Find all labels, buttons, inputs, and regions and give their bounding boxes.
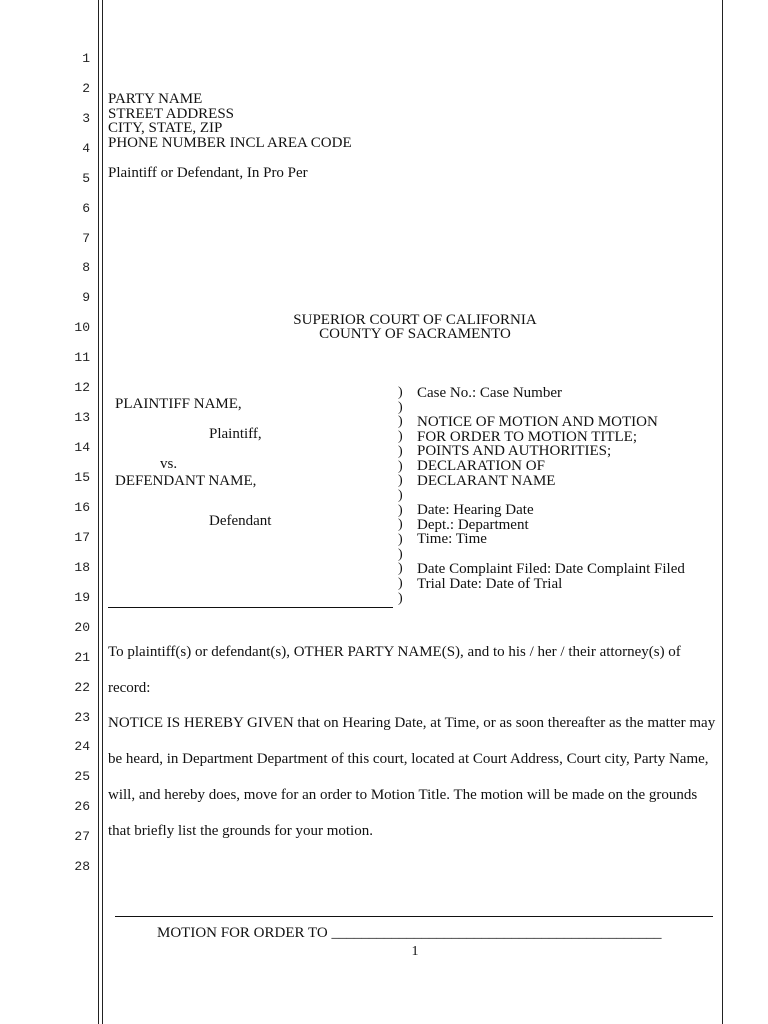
line-number: 14	[74, 440, 90, 455]
line-number: 7	[82, 231, 90, 246]
line-number: 21	[74, 650, 90, 665]
party-city: CITY, STATE, ZIP	[108, 120, 223, 136]
line-number: 23	[74, 710, 90, 725]
line-number: 6	[82, 201, 90, 216]
caption-paren: )	[398, 400, 403, 415]
caption-paren: )	[398, 591, 403, 606]
body-line: will, and hereby does, move for an order to Motion Title. The motion will be made on the grounds	[108, 787, 698, 803]
line-number: 19	[74, 590, 90, 605]
case-number: Case No.: Case Number	[417, 385, 562, 401]
caption-paren: )	[398, 576, 403, 591]
line-number: 8	[82, 260, 90, 275]
defendant-label: Defendant	[209, 513, 272, 529]
caption-paren: )	[398, 414, 403, 429]
body-line: record:	[108, 680, 151, 696]
hearing-time: Time: Time	[417, 531, 487, 547]
line-number: 22	[74, 680, 90, 695]
line-number: 20	[74, 620, 90, 635]
line-number: 3	[82, 111, 90, 126]
defendant-name: DEFENDANT NAME,	[115, 473, 257, 489]
caption-paren: )	[398, 444, 403, 459]
party-phone: PHONE NUMBER INCL AREA CODE	[108, 135, 352, 151]
line-number: 2	[82, 81, 90, 96]
line-number: 27	[74, 829, 90, 844]
line-number: 15	[74, 470, 90, 485]
body-line: NOTICE IS HEREBY GIVEN that on Hearing Date, at Time, or as soon thereafter as the matter may	[108, 715, 716, 731]
court-name: SUPERIOR COURT OF CALIFORNIA	[293, 312, 537, 328]
caption-paren: )	[398, 429, 403, 444]
line-number: 16	[74, 500, 90, 515]
caption-paren: )	[398, 459, 403, 474]
plaintiff-label: Plaintiff,	[209, 426, 262, 442]
party-street: STREET ADDRESS	[108, 106, 234, 122]
line-number: 10	[74, 320, 90, 335]
footer-title: MOTION FOR ORDER TO ____________________________________________	[157, 925, 662, 941]
line-number: 11	[74, 350, 90, 365]
line-number: 25	[74, 769, 90, 784]
caption-underline	[108, 607, 393, 608]
line-number: 5	[82, 171, 90, 186]
line-number: 9	[82, 290, 90, 305]
caption-paren: )	[398, 503, 403, 518]
document-title-line: FOR ORDER TO MOTION TITLE;	[417, 429, 638, 445]
caption-paren: )	[398, 473, 403, 488]
page-number: 1	[411, 944, 419, 959]
party-name: PARTY NAME	[108, 91, 203, 107]
document-title-line: DECLARATION OF	[417, 458, 545, 474]
line-number: 24	[74, 739, 90, 754]
line-number: 26	[74, 799, 90, 814]
versus-label: vs.	[160, 456, 178, 472]
line-number: 1	[82, 51, 90, 66]
plaintiff-name: PLAINTIFF NAME,	[115, 396, 242, 412]
court-county: COUNTY OF SACRAMENTO	[319, 326, 511, 342]
caption-paren: )	[398, 488, 403, 503]
left-margin-rule-outer	[98, 0, 99, 1024]
caption-paren: )	[398, 517, 403, 532]
document-title-line: POINTS AND AUTHORITIES;	[417, 443, 612, 459]
line-number: 18	[74, 560, 90, 575]
footer-rule	[115, 916, 713, 917]
caption-paren: )	[398, 532, 403, 547]
body-line: be heard, in Department Department of this court, located at Court Address, Court city, Party Name,	[108, 751, 709, 767]
trial-date: Trial Date: Date of Trial	[417, 576, 563, 592]
caption-paren: )	[398, 561, 403, 576]
line-number: 12	[74, 380, 90, 395]
line-number: 28	[74, 859, 90, 874]
caption-paren: )	[398, 547, 403, 562]
body-line: that briefly list the grounds for your motion.	[108, 823, 373, 839]
hearing-date: Date: Hearing Date	[417, 502, 534, 518]
hearing-department: Dept.: Department	[417, 517, 529, 533]
document-title-line: DECLARANT NAME	[417, 473, 556, 489]
left-margin-rule-inner	[102, 0, 103, 1024]
document-title-line: NOTICE OF MOTION AND MOTION	[417, 414, 658, 430]
line-number: 4	[82, 141, 90, 156]
complaint-filed-date: Date Complaint Filed: Date Complaint Filed	[417, 561, 685, 577]
body-line: To plaintiff(s) or defendant(s), OTHER PARTY NAME(S), and to his / her / their attorney(s) of	[108, 644, 681, 660]
line-number: 17	[74, 530, 90, 545]
party-role: Plaintiff or Defendant, In Pro Per	[108, 165, 308, 181]
line-number: 13	[74, 410, 90, 425]
right-margin-rule	[722, 0, 723, 1024]
caption-paren: )	[398, 385, 403, 400]
